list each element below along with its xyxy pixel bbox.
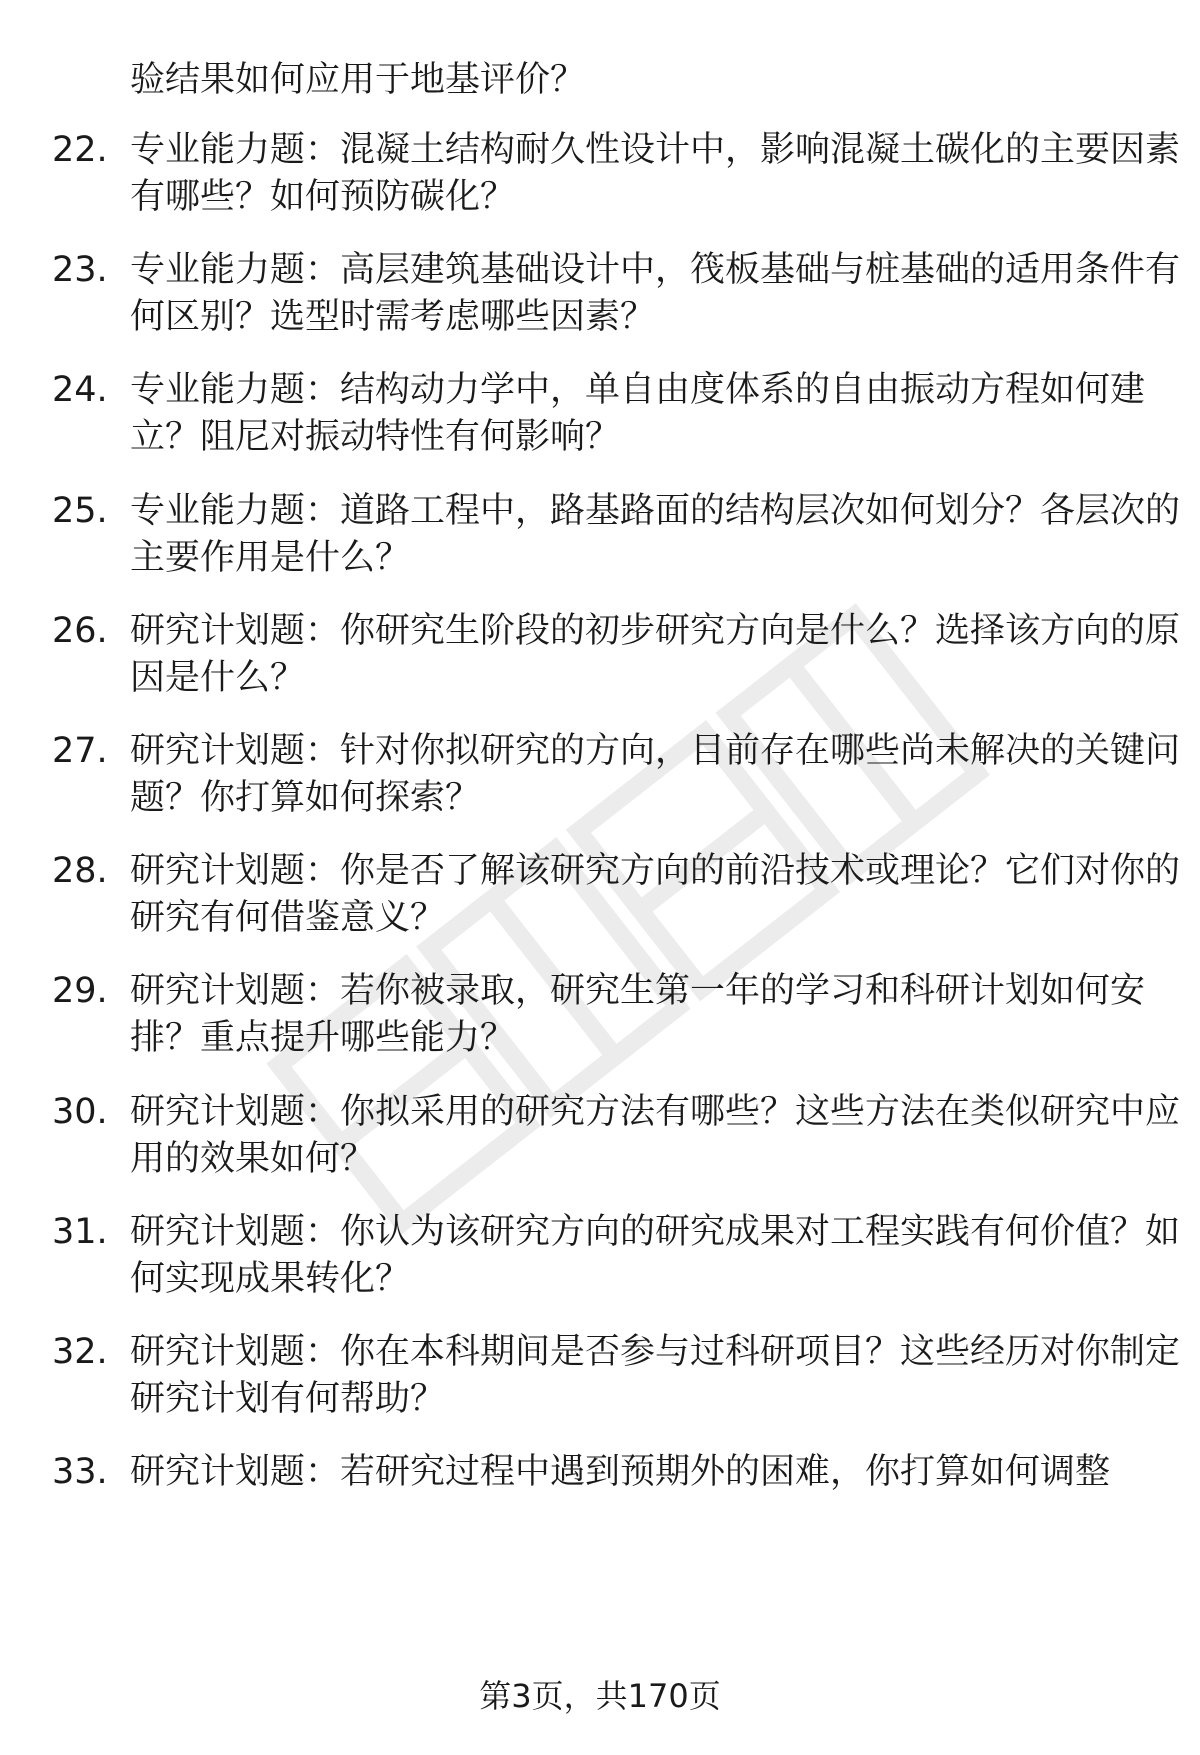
continued-question-text: 验结果如何应用于地基评价？ [130,60,586,100]
question-number: 30. [52,1092,108,1132]
question-number: 23. [52,250,108,290]
question-text: 专业能力题：高层建筑基础设计中，筏板基础与桩基础的适用条件有何区别？选型时需考虑哪些因素？ [130,250,1181,337]
question-number: 25. [52,491,108,531]
page-footer: 第3页，共170页 [479,1677,721,1715]
question-text: 专业能力题：混凝土结构耐久性设计中，影响混凝土碳化的主要因素有哪些？如何预防碳化？ [130,130,1181,217]
question-number: 31. [52,1212,108,1252]
question-number: 33. [52,1452,108,1492]
question-text: 专业能力题：结构动力学中，单自由度体系的自由振动方程如何建立？阻尼对振动特性有何影响？ [130,370,1146,457]
question-text: 研究计划题：若你被录取，研究生第一年的学习和科研计划如何安排？重点提升哪些能力？ [130,971,1146,1058]
question-number: 27. [52,731,108,771]
question-text: 研究计划题：你认为该研究方向的研究成果对工程实践有何价值？如何实现成果转化？ [130,1212,1181,1299]
question-text: 研究计划题：你研究生阶段的初步研究方向是什么？选择该方向的原因是什么？ [130,611,1181,698]
question-text: 专业能力题：道路工程中，路基路面的结构层次如何划分？各层次的主要作用是什么？ [130,491,1181,578]
question-number: 24. [52,370,108,410]
question-text: 研究计划题：针对你拟研究的方向，目前存在哪些尚未解决的关键问题？你打算如何探索？ [130,731,1181,818]
question-text: 研究计划题：若研究过程中遇到预期外的困难，你打算如何调整 [130,1452,1111,1492]
question-text: 研究计划题：你在本科期间是否参与过科研项目？这些经历对你制定研究计划有何帮助？ [130,1332,1181,1419]
question-number: 29. [52,971,108,1011]
question-number: 28. [52,851,108,891]
question-number: 32. [52,1332,108,1372]
question-text: 研究计划题：你拟采用的研究方法有哪些？这些方法在类似研究中应用的效果如何？ [130,1092,1181,1179]
question-number: 26. [52,611,108,651]
question-number: 22. [52,130,108,170]
question-text: 研究计划题：你是否了解该研究方向的前沿技术或理论？它们对你的研究有何借鉴意义？ [130,851,1181,938]
